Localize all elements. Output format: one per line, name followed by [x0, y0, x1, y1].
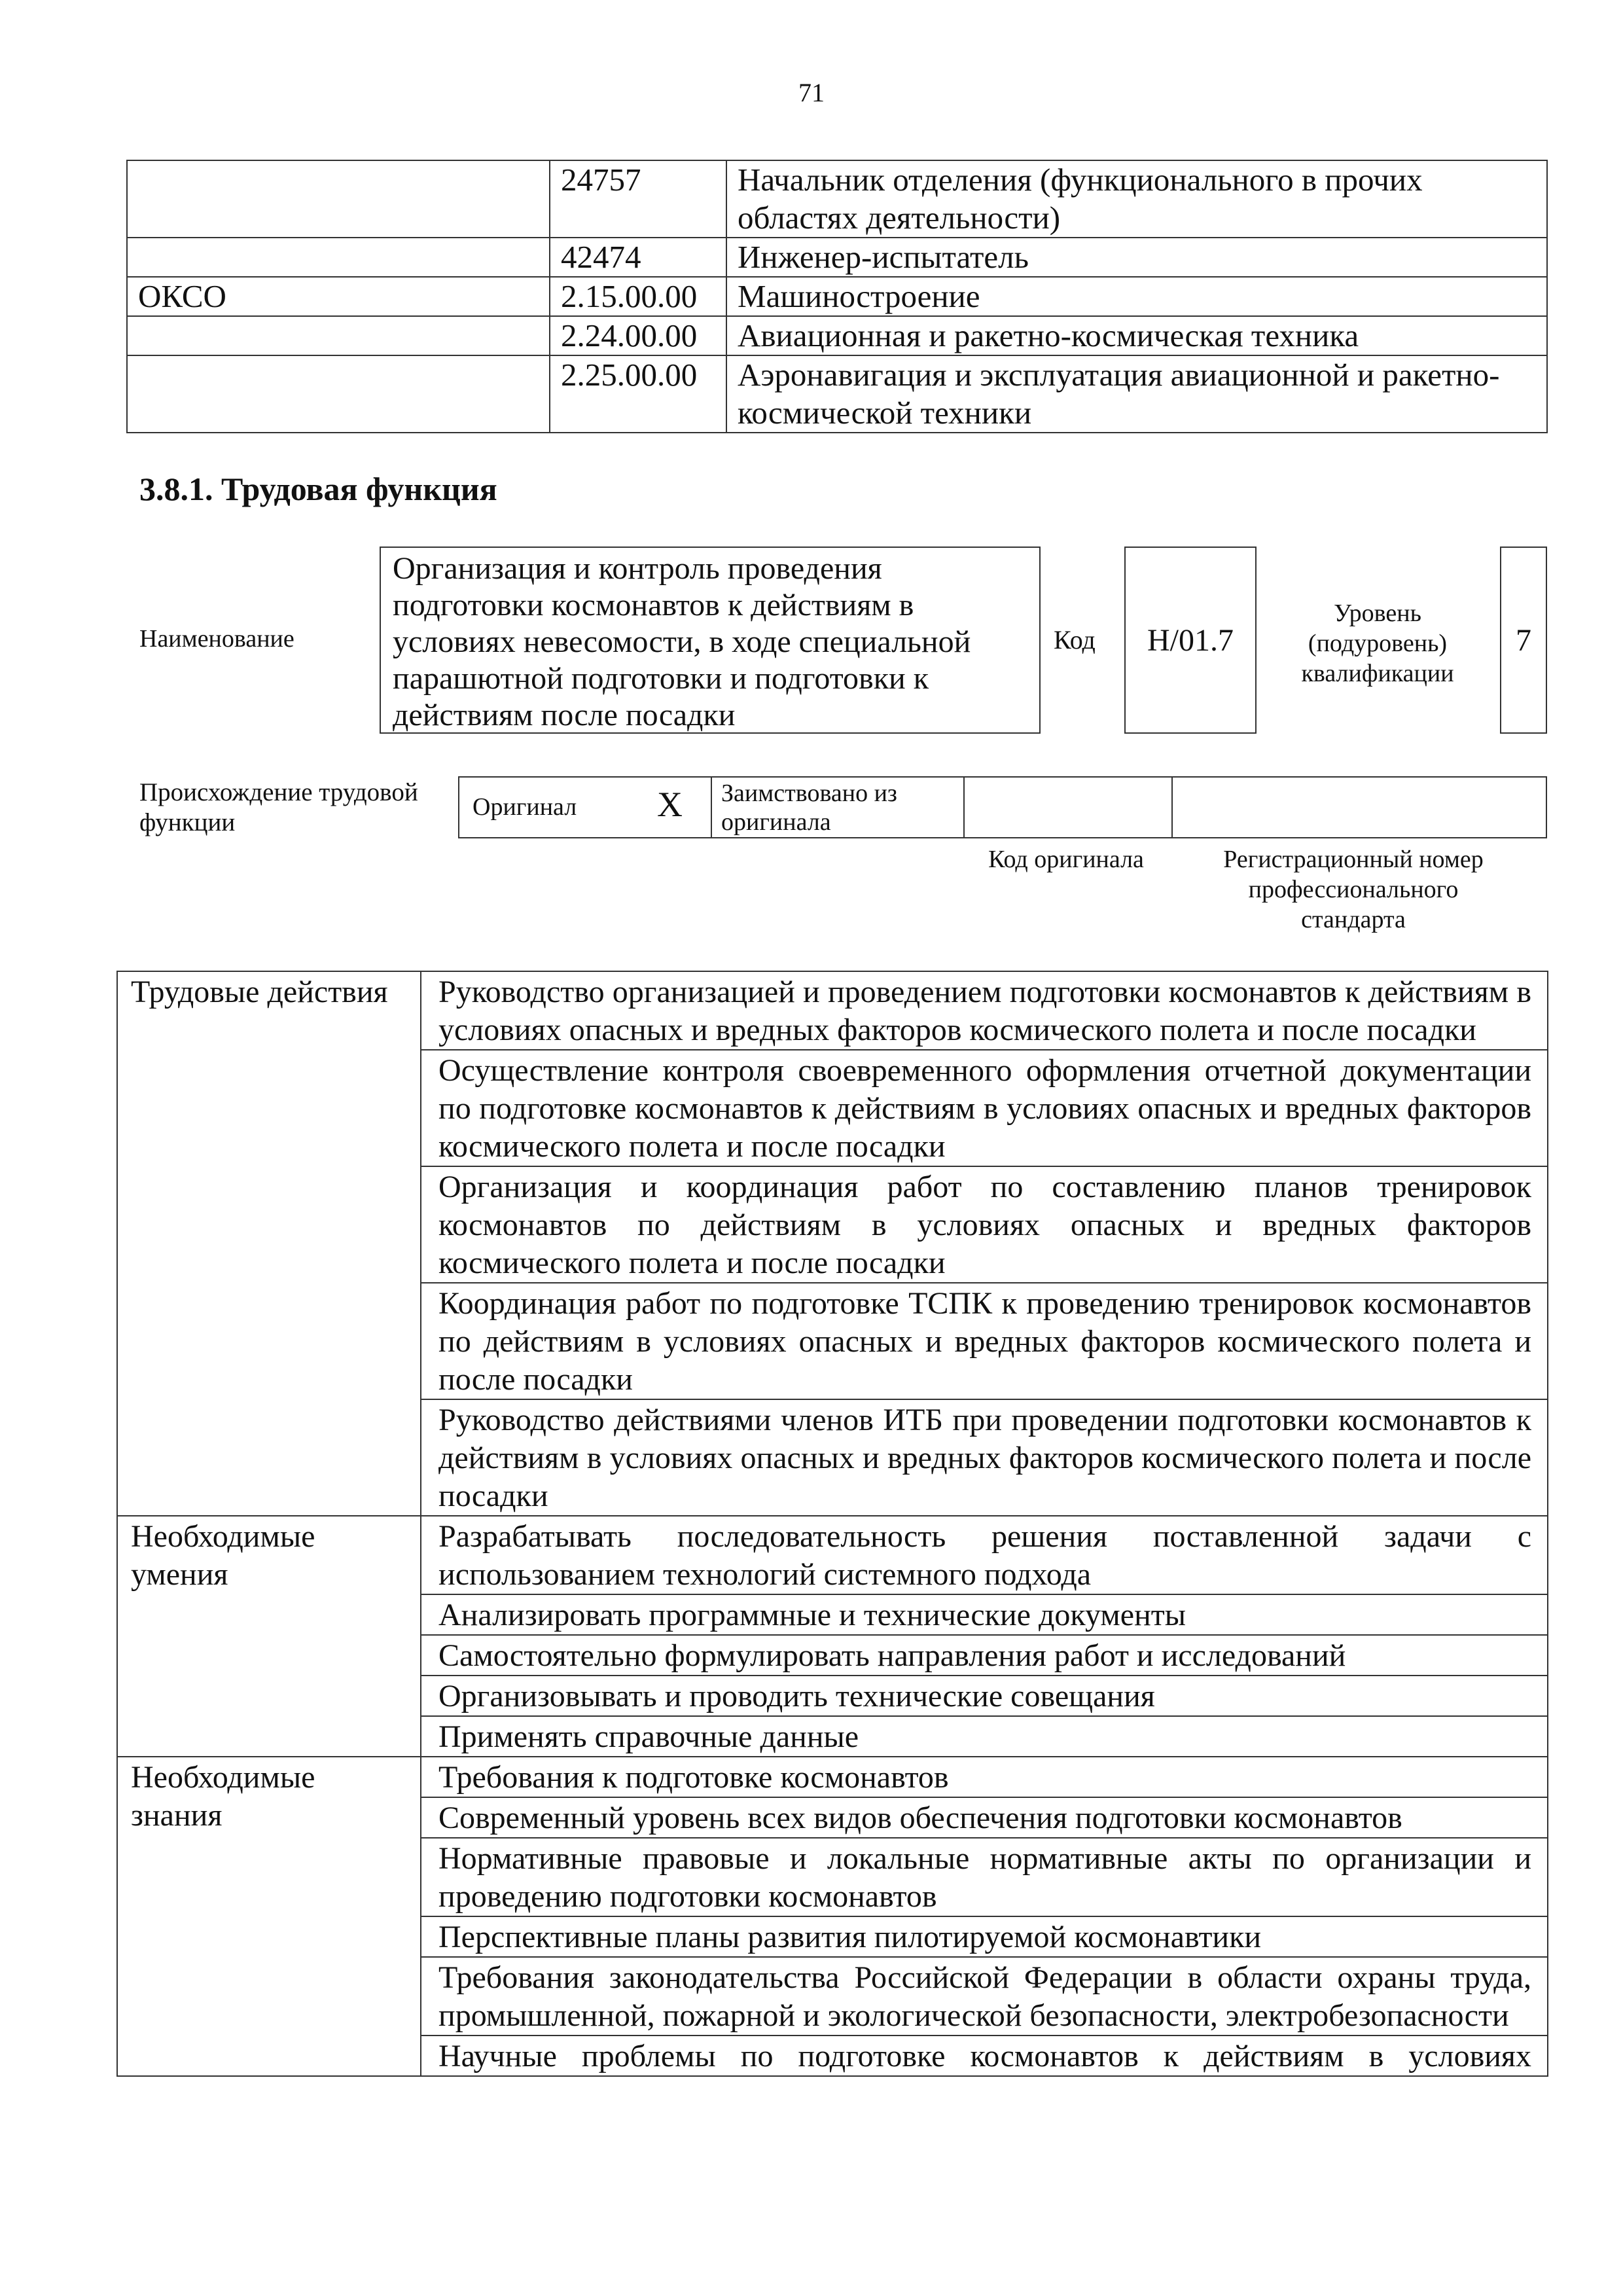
origin-label: Происхождение трудовой функции — [139, 778, 418, 836]
list-item: Разрабатывать последовательность решения поставленной задачи с использованием технологий системного подхода — [421, 1516, 1548, 1594]
classifier-label — [127, 238, 550, 277]
list-item: Анализировать программные и технические документы — [421, 1594, 1548, 1635]
classifier-code: 2.15.00.00 — [550, 277, 726, 316]
classifier-label — [127, 355, 550, 433]
list-item: Перспективные планы развития пилотируемой космонавтики — [421, 1916, 1548, 1957]
classifier-label: ОКСО — [127, 277, 550, 316]
original-label: Оригинал — [473, 793, 577, 821]
section-title: 3.8.1. Трудовая функция — [139, 471, 497, 507]
classifier-name: Начальник отделения (функционального в прочих областях деятельности) — [726, 160, 1547, 238]
reg-number-cell — [1173, 778, 1546, 837]
list-item: Координация работ по подготовке ТСПК к проведению тренировок космонавтов по действиям в условиях опасных и вредных факторов космического полета и после посадки — [421, 1283, 1548, 1399]
table-row — [127, 238, 1547, 277]
classifier-name: Авиационная и ракетно-космическая техника — [726, 316, 1547, 355]
table-row — [127, 160, 1547, 238]
list-item: Научные проблемы по подготовке космонавтов к действиям в условиях — [421, 2036, 1548, 2076]
table-row — [127, 355, 1547, 433]
table-row — [127, 277, 1547, 316]
code-label: Код — [1054, 625, 1096, 655]
table-row — [117, 1757, 1548, 1797]
original-mark: X — [657, 785, 683, 824]
table-row — [117, 971, 1548, 1050]
original-cell — [459, 778, 712, 837]
original-code-cell — [965, 778, 1173, 837]
list-item: Самостоятельно формулировать направления работ и исследований — [421, 1635, 1548, 1676]
classifier-code: 24757 — [550, 160, 726, 238]
classifier-name: Инженер-испытатель — [726, 238, 1547, 277]
borrowed-label: Заимствовано из оригинала — [712, 778, 965, 837]
list-item: Нормативные правовые и локальные нормативные акты по организации и проведению подготовки космонавтов — [421, 1838, 1548, 1916]
list-item: Требования к подготовке космонавтов — [421, 1757, 1548, 1797]
table-row — [117, 1516, 1548, 1594]
classifier-name: Машиностроение — [726, 277, 1547, 316]
reg-number-caption: Регистрационный номер профессионального стандарта — [1223, 846, 1484, 933]
list-item: Руководство действиями членов ИТБ при проведении подготовки космонавтов к действиям в условиях опасных и вредных факторов космического полета и после посадки — [421, 1399, 1548, 1516]
origin-row — [458, 776, 1547, 838]
list-item: Организовывать и проводить технические совещания — [421, 1676, 1548, 1716]
table-row — [127, 316, 1547, 355]
list-item: Требования законодательства Российской Федерации в области охраны труда, промышленной, пожарной и экологической безопасности, электробезопасности — [421, 1957, 1548, 2036]
classifier-name: Аэронавигация и эксплуатация авиационной и ракетно-космической техники — [726, 355, 1547, 433]
function-code-box: H/01.7 — [1124, 547, 1257, 734]
qualification-level-box: 7 — [1500, 547, 1547, 734]
classifier-label — [127, 316, 550, 355]
list-item: Руководство организацией и проведением подготовки космонавтов к действиям в условиях опасных и вредных факторов космического полета и после посадки — [421, 971, 1548, 1050]
classifier-label — [127, 160, 550, 238]
level-label: Уровень (подуровень) квалификации — [1301, 600, 1454, 687]
name-label: Наименование — [139, 625, 294, 653]
code-original-caption: Код оригинала — [988, 846, 1144, 873]
section-heading: Необходимые знания — [117, 1757, 421, 2076]
list-item: Осуществление контроля своевременного оформления отчетной документации по подготовке космонавтов к действиям в условиях опасных и вредных факторов космического полета и после посадки — [421, 1050, 1548, 1166]
list-item: Современный уровень всех видов обеспечения подготовки космонавтов — [421, 1797, 1548, 1838]
list-item: Организация и координация работ по составлению планов тренировок космонавтов по действиям в условиях опасных и вредных факторов космического полета и после посадки — [421, 1166, 1548, 1283]
classifier-code: 2.24.00.00 — [550, 316, 726, 355]
function-details-table — [116, 971, 1548, 2077]
section-heading: Трудовые действия — [117, 971, 421, 1516]
section-heading: Необходимые умения — [117, 1516, 421, 1757]
function-name-box: Организация и контроль проведения подготовки космонавтов к действиям в условиях невесомости, в ходе специальной парашютной подготовки и подготовки к действиям после посадки — [380, 547, 1041, 734]
page-number: 71 — [798, 78, 825, 107]
classifier-code: 42474 — [550, 238, 726, 277]
classifier-code: 2.25.00.00 — [550, 355, 726, 433]
list-item: Применять справочные данные — [421, 1716, 1548, 1757]
classifier-table — [126, 160, 1548, 433]
